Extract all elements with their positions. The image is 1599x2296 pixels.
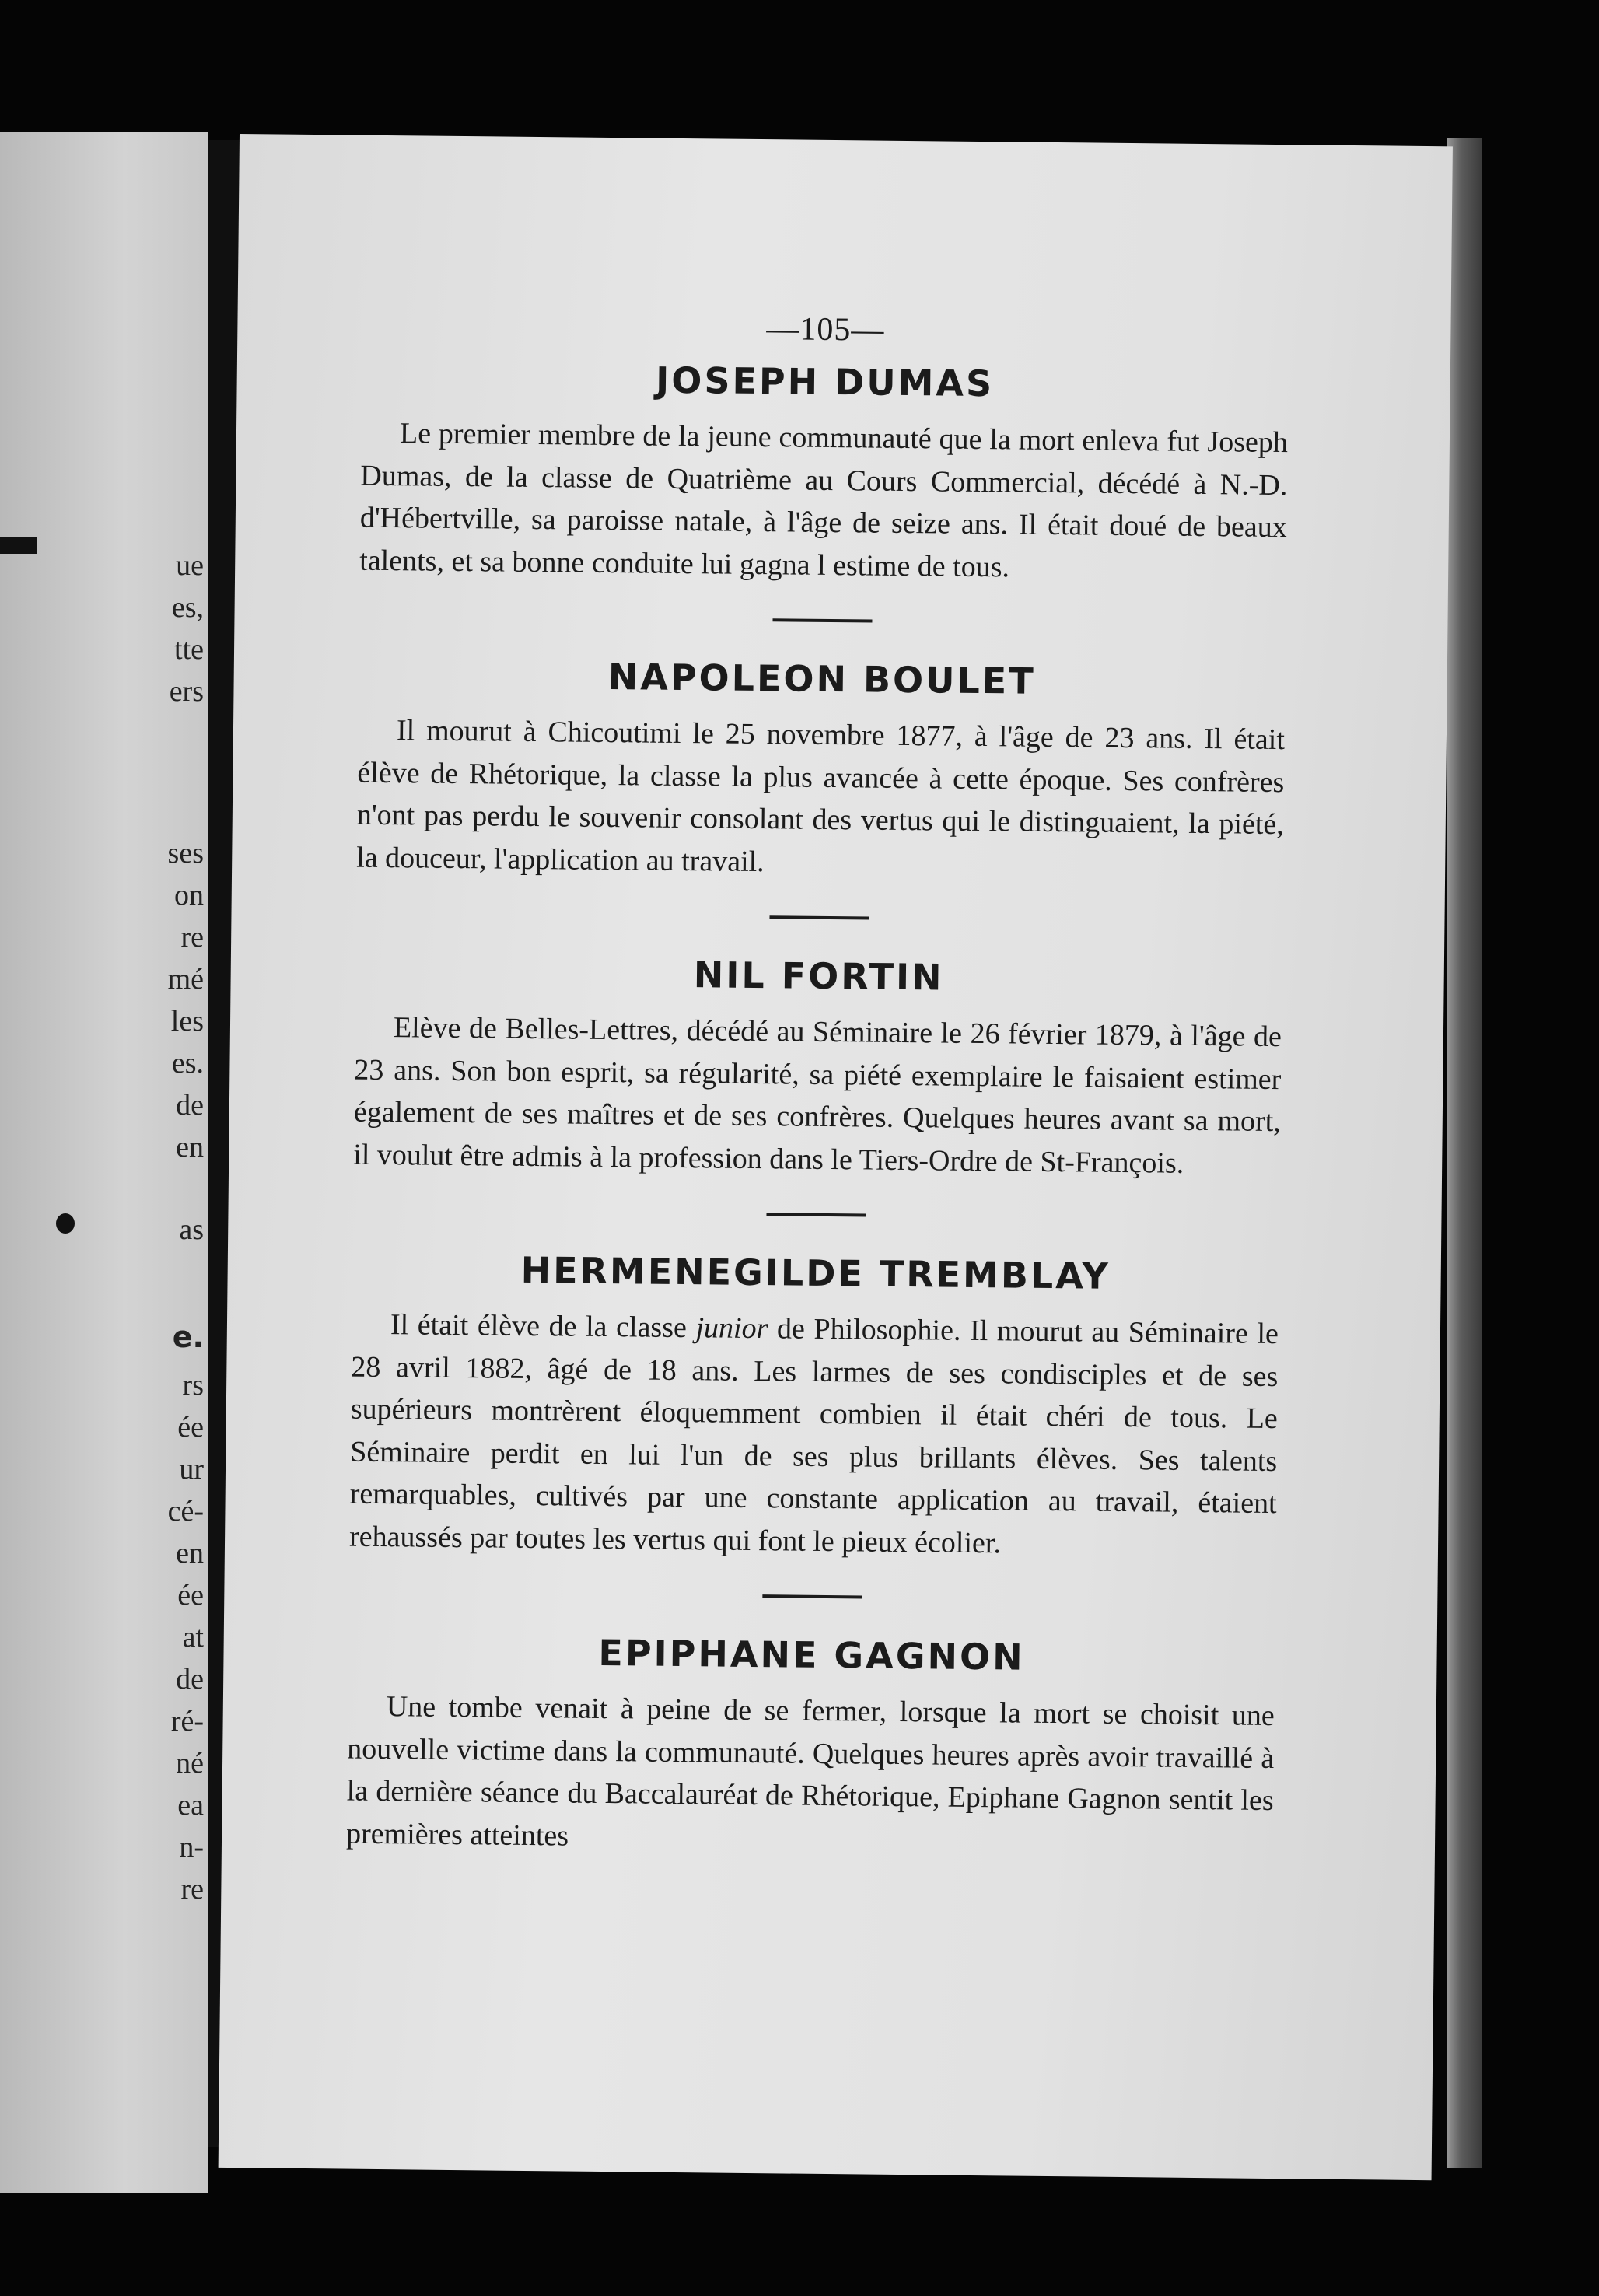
left-fragment: mé (167, 963, 204, 996)
left-fragment: ée (177, 1579, 204, 1612)
left-fragment: de (176, 1089, 204, 1122)
left-fragment: rs (182, 1369, 204, 1402)
section-heading: EPIPHANE GAGNON (598, 1631, 1025, 1678)
left-page-edge (0, 132, 208, 2193)
section-divider (772, 618, 872, 622)
left-fragment: tte (174, 633, 204, 666)
left-fragment: on (174, 879, 204, 912)
left-fragment: cé- (167, 1495, 204, 1528)
left-fragment: re (180, 1873, 204, 1906)
left-fragment: ses (167, 837, 204, 870)
section-paragraph: Il mourut à Chicoutimi le 25 novembre 1877, à l'âge de 23 ans. Il était élève de Rhétorique, la classe la plus avancée à cette époque. Ses confrères n'ont pas perdu le souvenir consolant des vertus qui le distinguaient, la piété, la douceur, l'application au travail. (356, 714, 1286, 878)
left-fragment: de (176, 1663, 204, 1696)
left-fragment: e. (172, 1320, 204, 1354)
left-fragment: ea (177, 1789, 204, 1822)
left-fragment: es. (171, 1047, 204, 1080)
left-fragment: as (179, 1213, 204, 1246)
left-page-rule (0, 537, 37, 554)
section-paragraph: Elève de Belles-Lettres, décédé au Séminaire le 26 février 1879, à l'âge de 23 ans. Son bon esprit, sa régularité, sa piété exemplaire le faisaient estimer également de ses maîtres et de ses confrères. Quelques heures avant sa mort, il voulut être admis à la profession dans le Tiers-Ordre de St-François. (353, 1011, 1282, 1180)
page-content (346, 306, 1289, 1864)
paragraph-text: de Philosophie. Il mourut au Séminaire le 28 avril 1882, âgé de 18 ans. Les larmes de ses condisciples et de ses supérieurs montrèrent éloquemment combien il était chéri de tous. Le Séminaire perdit en lui l'un de ses plus brillants élèves. Ses talents remarquables, cultivés par une constante application au travail, étaient rehaussés par toutes les vertus qui font le pieux écolier. (348, 1312, 1279, 1559)
section-divider (762, 1594, 862, 1598)
page-number: —105— (766, 311, 885, 348)
left-fragment: ue (176, 549, 204, 582)
section-divider (766, 1213, 866, 1216)
left-fragment: en (176, 1537, 204, 1570)
section-paragraph (349, 1304, 1279, 1567)
section-paragraph: Une tombe venait à peine de se fermer, lorsque la mort se choisit une nouvelle victime dans la communauté. Quelques heures après avoir travaillé à la dernière séance du Baccalauréat de Rhétorique, Epiphane Gagnon sentit les premières atteintes (345, 1690, 1275, 1853)
paragraph-italic: junior (695, 1311, 768, 1346)
section-paragraph: Le premier membre de la jeune communauté que la mort enleva fut Joseph Dumas, de la classe de Quatrième au Cours Commercial, décédé à N.-D. d'Hébertville, sa paroisse natale, à l'âge de seize ans. Il était doué de beaux talents, et sa bonne conduite lui gagna l estime de tous. (359, 417, 1289, 583)
left-page-blot (56, 1213, 75, 1234)
left-fragment: les (170, 1005, 204, 1038)
section-nil-fortin (353, 950, 1282, 1185)
paragraph-text: Il était élève de la classe (390, 1308, 696, 1345)
section-epiphane-gagnon (346, 1629, 1275, 1864)
left-fragment: ers (169, 675, 204, 708)
book-page (219, 134, 1453, 2180)
left-fragment: re (180, 921, 204, 954)
left-fragment: n- (179, 1831, 204, 1864)
left-fragment: at (182, 1621, 204, 1654)
left-fragment: ré- (170, 1705, 204, 1738)
section-heading: HERMENEGILDE TREMBLAY (520, 1248, 1111, 1297)
section-napoleon-boulet (356, 653, 1286, 888)
left-fragment: né (176, 1747, 204, 1780)
page-stack-edge (1447, 138, 1482, 2168)
left-fragment: ée (177, 1411, 204, 1444)
left-fragment: ur (179, 1453, 204, 1486)
left-fragment: es, (171, 591, 204, 624)
section-joseph-dumas (359, 356, 1289, 591)
section-heading: JOSEPH DUMAS (655, 359, 995, 405)
section-divider (769, 915, 869, 919)
section-heading: NAPOLEON BOULET (607, 656, 1036, 702)
left-fragment: en (176, 1131, 204, 1164)
section-hermenegilde-tremblay (349, 1248, 1279, 1567)
section-heading: NIL FORTIN (693, 954, 944, 999)
